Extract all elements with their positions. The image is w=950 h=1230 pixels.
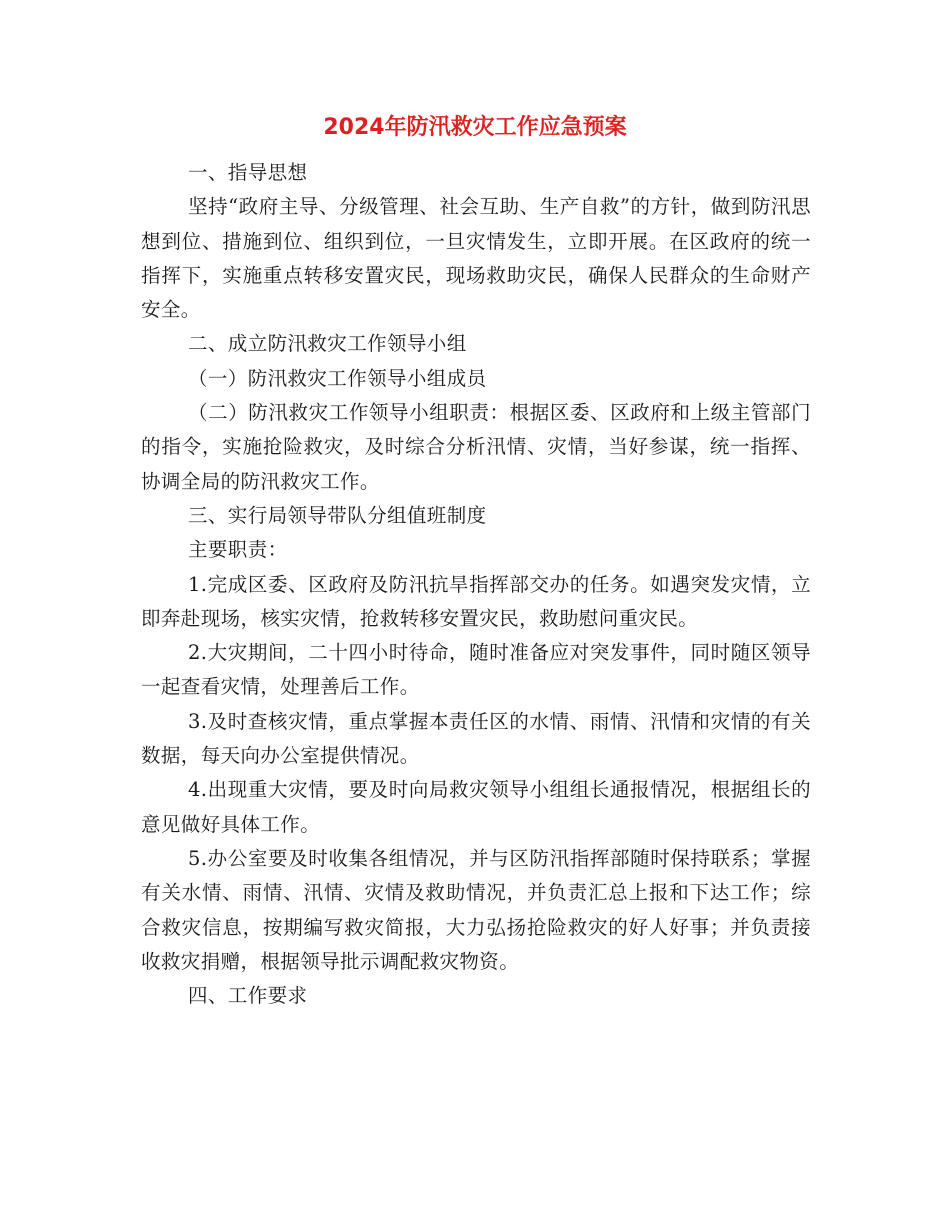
section-heading-duty-system: 三、实行局领导带队分组值班制度 xyxy=(188,503,487,527)
document-body xyxy=(141,156,811,1013)
document-title: 2024年防汛救灾工作应急预案 xyxy=(323,115,627,140)
duty-item-5: 5.办公室要及时收集各组情况，并与区防汛指挥部随时保持联系；掌握有关水情、雨情、汛情、灾情及救助情况，并负责汇总上报和下达工作；综合救灾信息，按期编写救灾简报，大力弘扬抢险救灾的好人好事；并负责接收救灾捐赠，根据领导批示调配救灾物资。 xyxy=(141,846,811,973)
label-main-duties: 主要职责： xyxy=(188,538,288,562)
duty-item-2: 2.大灾期间，二十四小时待命，随时准备应对突发事件，同时随区领导一起查看灾情，处理善后工作。 xyxy=(141,641,811,699)
subsection-group-members: （一）防汛救灾工作领导小组成员 xyxy=(188,366,487,390)
duty-item-3: 3.及时查核灾情，重点掌握本责任区的水情、雨情、汛情和灾情的有关数据，每天向办公室提供情况。 xyxy=(141,709,811,768)
subsection-group-duties: （二）防汛救灾工作领导小组职责：根据区委、区政府和上级主管部门的指令，实施抢险救灾，及时综合分析汛情、灾情，当好参谋，统一指挥、协调全局的防汛救灾工作。 xyxy=(141,401,811,493)
paragraph-guiding-principle: 坚持“政府主导、分级管理、社会互助、生产自救”的方针，做到防汛思想到位、措施到位、组织到位，一旦灾情发生，立即开展。在区政府的统一指挥下，实施重点转移安置灾民，现场救助灾民，确保人民群众的生命财产安全。 xyxy=(141,195,811,322)
duty-item-4: 4.出现重大灾情，要及时向局救灾领导小组组长通报情况，根据组长的意见做好具体工作。 xyxy=(141,778,811,836)
section-heading-guiding-ideology: 一、指导思想 xyxy=(188,161,308,184)
section-heading-leading-group: 二、成立防汛救灾工作领导小组 xyxy=(188,332,467,356)
duty-item-1: 1.完成区委、区政府及防汛抗旱指挥部交办的任务。如遇突发灾情，立即奔赴现场，核实灾情，抢救转移安置灾民，救助慰问重灾民。 xyxy=(141,572,811,630)
section-heading-work-requirements: 四、工作要求 xyxy=(188,984,308,1008)
